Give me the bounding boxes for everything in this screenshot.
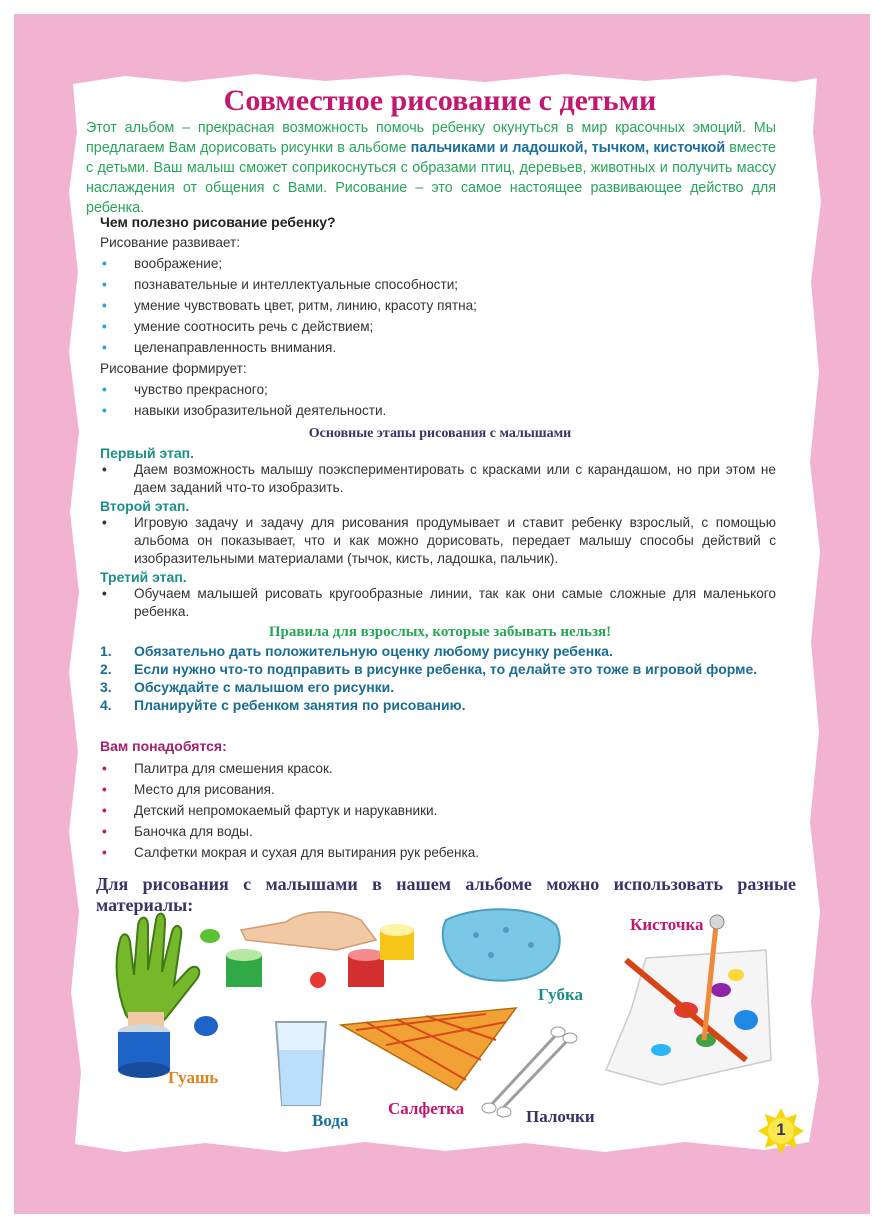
develops-label: Рисование развивает:: [100, 235, 240, 250]
list-item: • целенаправленность внимания.: [102, 340, 337, 355]
list-item: • чувство прекрасного;: [102, 382, 268, 397]
label-sponge: Губка: [538, 985, 583, 1004]
stage-title: Второй этап.: [100, 498, 190, 514]
stage-text: • Обучаем малышей рисовать кругообразные линии, так как они самые сложные для маленького ребенка.: [102, 586, 776, 619]
page-title: Совместное рисование с детьми: [223, 84, 657, 117]
rules-list: [100, 642, 780, 714]
label-sticks: Палочки: [526, 1107, 595, 1126]
rule-item: 1. Обязательно дать положительную оценку любому рисунку ребенка.: [100, 643, 613, 659]
palette-icon: [606, 950, 771, 1085]
intro-highlight: пальчиками и ладошкой, тычком, кисточкой: [410, 140, 726, 156]
develops-list: [100, 253, 780, 358]
rules-heading: Правила для взрослых, которые забывать нельзя!: [268, 624, 612, 640]
needs-section: [100, 738, 780, 863]
list-item: • умение чувствовать цвет, ритм, линию, красоту пятна;: [102, 298, 477, 313]
needs-heading: Вам понадобятся:: [100, 738, 227, 754]
forms-label: Рисование формирует:: [100, 361, 247, 376]
paint-blob-icon: [194, 1016, 218, 1036]
page-number: 1: [776, 1120, 786, 1139]
list-item: • Салфетки мокрая и сухая для вытирания рук ребенка.: [102, 845, 480, 860]
stage-title: Третий этап.: [100, 569, 187, 585]
forms-list: [100, 379, 780, 421]
rule-item: 2. Если нужно что-то подправить в рисунке ребенка, то делайте это тоже в игровой форме.: [100, 661, 758, 677]
list-item: • познавательные и интеллектуальные способности;: [102, 277, 459, 292]
finger-icon: [241, 912, 376, 950]
paint-blob-icon: [200, 929, 220, 943]
page-number-badge: [756, 1106, 806, 1156]
materials-heading: Для рисования с малышами в нашем альбоме можно использовать разные материалы:: [96, 874, 796, 915]
gouache-jar-icon: [118, 1024, 170, 1078]
list-item: • Место для рисования.: [102, 782, 275, 797]
label-gouache: Гуашь: [168, 1068, 219, 1087]
rule-item: 4. Планируйте с ребенком занятия по рисованию.: [100, 697, 466, 713]
needs-list: [100, 758, 780, 863]
list-item: • умение соотносить речь с действием;: [102, 319, 374, 334]
sponge-icon: [443, 909, 560, 980]
label-brush: Кисточка: [630, 915, 704, 934]
benefits-section: [100, 214, 780, 421]
water-glass-icon: [276, 1022, 326, 1105]
benefits-heading: Чем полезно рисование ребенку?: [100, 214, 336, 230]
stage-text: • Игровую задачу и задачу для рисования продумывает и ставит ребенку взрослый, с помощью альбома он показывает, что и как можно дорисовать, передает малышу способы действий с изобразительными материалами (тычок, кисть, ладошка, пальчик).: [102, 515, 776, 566]
paint-blob-icon: [310, 972, 326, 988]
hand-icon: [117, 914, 200, 1034]
list-item: • воображение;: [102, 256, 223, 271]
stage-text: • Даем возможность малышу поэкспериментировать с красками или с карандашом, но при этом не даем заданий что-то изобразить.: [102, 462, 776, 495]
label-water: Вода: [312, 1111, 349, 1130]
stages-section: [100, 445, 776, 621]
cotton-sticks-icon: [482, 1027, 577, 1117]
rule-item: 3. Обсуждайте с малышом его рисунки.: [100, 679, 395, 695]
stage-title: Первый этап.: [100, 445, 194, 461]
list-item: • Детский непромокаемый фартук и нарукавники.: [102, 803, 438, 818]
label-napkin: Салфетка: [388, 1099, 465, 1118]
stages-heading: Основные этапы рисования с малышами: [308, 426, 572, 441]
list-item: • Баночка для воды.: [102, 824, 253, 839]
list-item: • Палитра для смешения красок.: [102, 761, 333, 776]
list-item: • навыки изобразительной деятельности.: [102, 403, 387, 418]
intro-paragraph: Этот альбом – прекрасная возможность помочь ребенку окунуться в мир красочных эмоций. Мы предлагаем Вам дорисовать рисунки в альбоме пальчиками и ладошкой, тычком, кисточкой вместе с детьми. Ваш малыш сможет соприкоснуться с образами птиц, деревьев, животных и получить массу наслаждения от общения с Вами. Рисование – это самое настоящее развивающее действо для ребенка.: [86, 120, 776, 216]
napkin-icon: [341, 1008, 516, 1090]
materials-illustration: [86, 900, 806, 1150]
